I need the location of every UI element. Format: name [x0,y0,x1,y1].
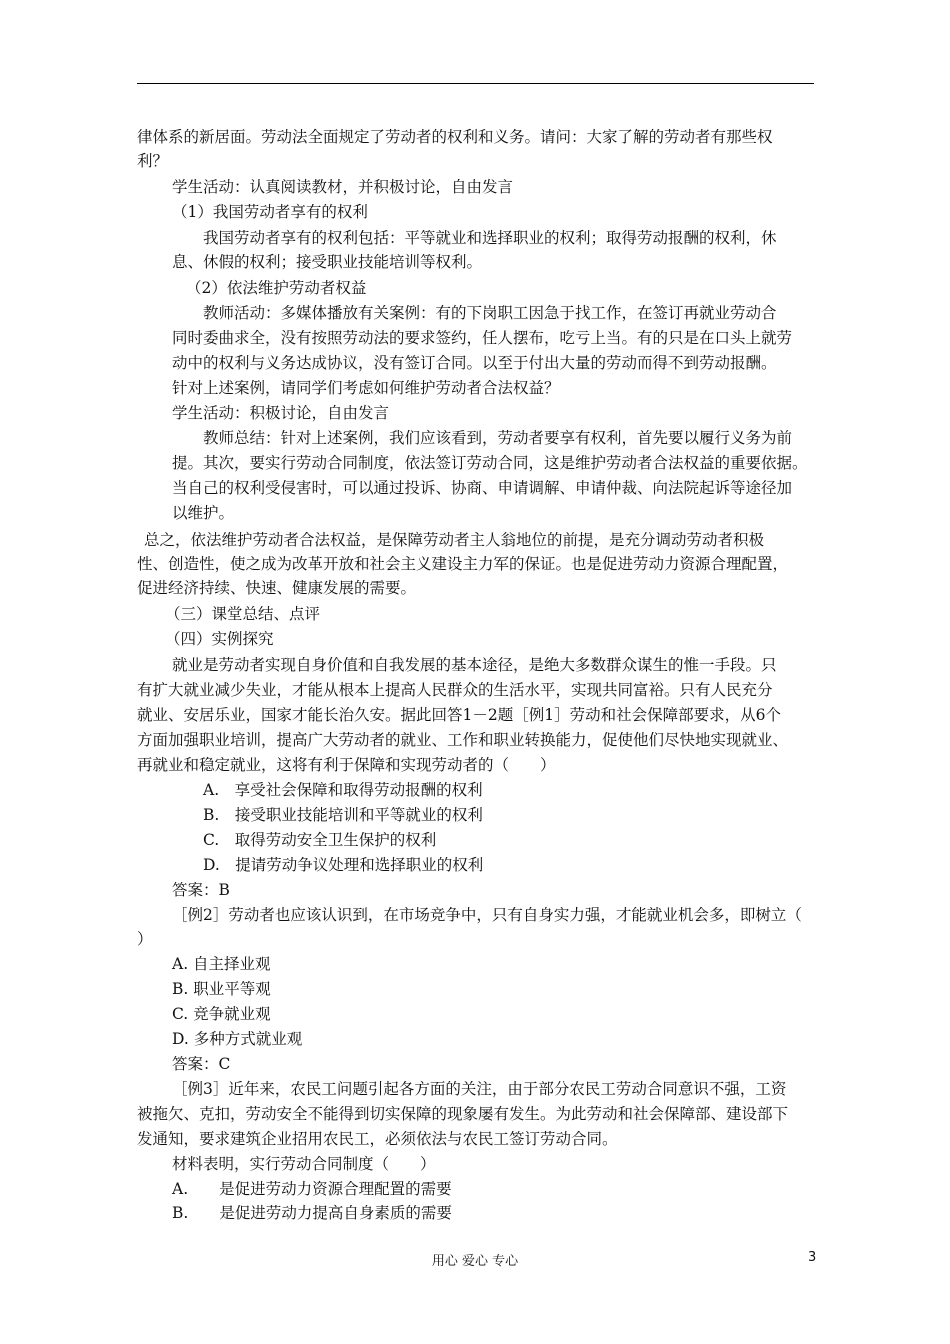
body-line: 我国劳动者享有的权利包括：平等就业和选择职业的权利；取得劳动报酬的权利，休 [203,229,777,247]
body-line: 以维护。 [172,504,235,522]
body-line: 总之，依法维护劳动者合法权益，是保障劳动者主人翁地位的前提，是充分调动劳动者积极 [144,531,765,549]
body-line: 提。其次，要实行劳动合同制度，依法签订劳动合同，这是维护劳动者合法权益的重要依据。 [172,454,808,472]
body-line: 性、创造性，使之成为改革开放和社会主义建设主力军的保证。也是促进劳动力资源合理配置， [137,555,789,573]
body-line: ） [137,930,153,948]
body-line: 材料表明，实行劳动合同制度（ ） [172,1155,436,1173]
option-line: A. 自主择业观 [172,955,271,973]
option-line: B. 职业平等观 [172,980,271,998]
section-heading: （1）我国劳动者享有的权利 [172,203,368,221]
section-heading: （四）实例探究 [165,630,274,648]
body-line: 学生活动：认真阅读教材，并积极讨论，自由发言 [172,178,514,196]
body-line: 同时委曲求全，没有按照劳动法的要求签约，任人摆布，吃亏上当。有的只是在口头上就劳 [172,329,793,347]
body-line: 息、休假的权利；接受职业技能培训等权利。 [172,253,483,271]
body-line: 方面加强职业培训，提高广大劳动者的就业、工作和职业转换能力，促使他们尽快地实现就业、 [137,731,789,749]
page-number: 3 [808,1250,817,1265]
option-line: A. 是促进劳动力资源合理配置的需要 [172,1180,452,1198]
body-line: 教师活动：多媒体播放有关案例：有的下岗职工因急于找工作，在签订再就业劳动合 [203,304,777,322]
body-line: 律体系的新居面。劳动法全面规定了劳动者的权利和义务。请问：大家了解的劳动者有那些权 [137,128,773,146]
body-line: 发通知，要求建筑企业招用农民工，必须依法与农民工签订劳动合同。 [137,1130,618,1148]
option-line: C. 竞争就业观 [172,1005,271,1023]
option-line: A. 享受社会保障和取得劳动报酬的权利 [203,781,483,799]
body-line: 针对上述案例，请同学们考虑如何维护劳动者合法权益？ [172,379,560,397]
body-line: 教师总结：针对上述案例，我们应该看到，劳动者要享有权利，首先要以履行义务为前 [203,429,793,447]
option-line: B. 接受职业技能培训和平等就业的权利 [203,806,483,824]
body-line: 学生活动：积极讨论，自由发言 [172,404,390,422]
body-line: ［例2］劳动者也应该认识到，在市场竞争中，只有自身实力强，才能就业机会多，即树立（ [172,906,802,924]
body-line: 当自己的权利受侵害时，可以通过投诉、协商、申请调解、申请仲裁、向法院起诉等途径加 [172,479,793,497]
body-line: 被拖欠、克扣，劳动安全不能得到切实保障的现象屡有发生。为此劳动和社会保障部、建设部下 [137,1105,789,1123]
body-line: 就业、安居乐业，国家才能长治久安。据此回答1－2题［例1］劳动和社会保障部要求，从6个 [137,706,781,724]
body-line: 有扩大就业减少失业，才能从根本上提高人民群众的生活水平，实现共同富裕。只有人民充分 [137,681,773,699]
body-line: 就业是劳动者实现自身价值和自我发展的基本途径，是绝大多数群众谋生的惟一手段。只 [172,656,777,674]
body-line: 促进经济持续、快速、健康发展的需要。 [137,579,417,597]
body-line: 再就业和稳定就业，这将有利于保障和实现劳动者的（ ） [137,756,556,774]
header-rule [137,83,814,84]
body-line: 动中的权利与义务达成协议，没有签订合同。以至于付出大量的劳动而得不到劳动报酬。 [172,354,777,372]
section-heading: （2）依法维护劳动者权益 [186,279,367,297]
body-line: ［例3］近年来，农民工问题引起各方面的关注，由于部分农民工劳动合同意识不强，工资 [172,1080,787,1098]
answer-line: 答案：C [172,1055,231,1073]
body-line: 利？ [137,152,169,170]
section-heading: （三）课堂总结、点评 [165,605,321,623]
option-line: B. 是促进劳动力提高自身素质的需要 [172,1204,452,1222]
option-line: D. 多种方式就业观 [172,1030,303,1048]
option-line: D. 提请劳动争议处理和选择职业的权利 [203,856,484,874]
page-footer: 用心 爱心 专心 [431,1254,519,1269]
answer-line: 答案：B [172,881,230,899]
option-line: C. 取得劳动安全卫生保护的权利 [203,831,437,849]
